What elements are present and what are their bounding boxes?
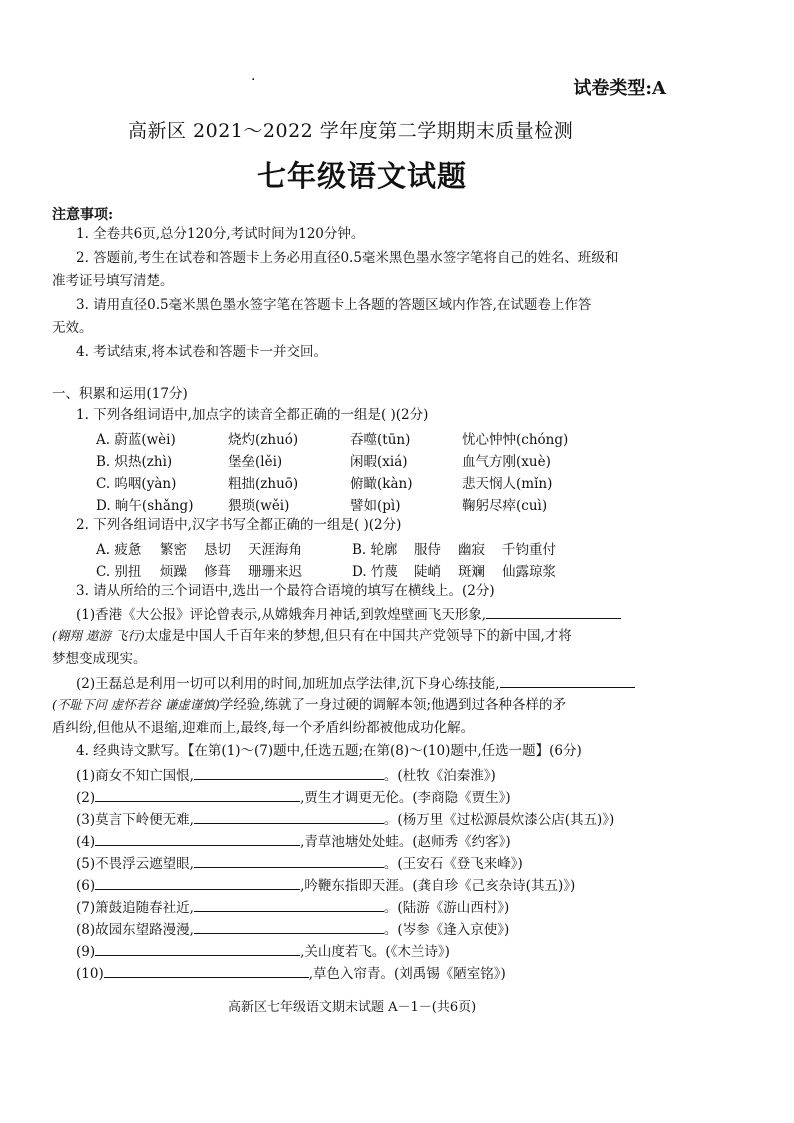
recitation-prompt: (8)故园东望路漫漫, [76, 922, 194, 938]
q1-option-d-3: 譬如(pì) [350, 498, 401, 514]
q2-word: 仙露琼浆 [502, 564, 556, 580]
recitation-source: 。(王安石《登飞来峰》) [383, 856, 523, 872]
recitation-line [76, 875, 575, 895]
recitation-source: 。(杜牧《泊秦淮》) [383, 768, 496, 784]
recitation-line [76, 897, 509, 917]
q3-part1-text: (1)香港《大公报》评论曾表示,从嫦娥奔月神话,到敦煌壁画飞天形象, [76, 607, 486, 623]
q1-option-b-3: 闲暇(xiá) [350, 454, 408, 470]
q2-word: 千钧重付 [502, 542, 556, 558]
question-2-stem: 2. 下列各组词语中,汉字书写全都正确的一组是( )(2分) [76, 517, 402, 533]
answer-blank[interactable] [194, 765, 384, 780]
exam-subtitle: 高新区 2021～2022 学年度第二学期期末质量检测 [128, 120, 574, 142]
q1-option-a-2: 烧灼(zhuó) [228, 432, 299, 448]
answer-blank[interactable] [194, 853, 384, 868]
q3-part2-line1 [76, 673, 635, 693]
q2-word: 恳切 [204, 542, 231, 558]
q1-option-a-3: 吞噬(tūn) [350, 432, 411, 448]
recitation-source: ,关山度若飞。(《木兰诗》) [300, 944, 450, 960]
recitation-prompt: (5)不畏浮云遮望眼, [76, 856, 194, 872]
q3-part1-choices: (翱翔 遨游 飞行) [52, 628, 145, 643]
q2-word: 修葺 [204, 564, 231, 580]
notice-item: 4. 考试结束,将本试卷和答题卡一并交回。 [76, 344, 327, 360]
recitation-prompt: (1)商女不知亡国恨, [76, 768, 194, 784]
q2-word: 服侍 [414, 542, 441, 558]
recitation-source: ,吟鞭东指即天涯。(龚自珍《己亥杂诗(其五)》) [300, 878, 576, 894]
q1-option-b-1: B. 炽热(zhì) [96, 454, 173, 470]
recitation-source: 。(杨万里《过松源晨炊漆公店(其五)》) [383, 812, 615, 828]
q2-word: 幽寂 [458, 542, 485, 558]
stray-dot: · [251, 72, 256, 88]
recitation-prompt: (9) [76, 944, 96, 960]
recitation-prompt: (7)箫鼓追随春社近, [76, 900, 194, 916]
q1-option-b-4: 血气方刚(xuè) [462, 454, 551, 470]
recitation-source: ,贾生才调更无伦。(李商隐《贾生》) [300, 790, 511, 806]
q3-part1-line2 [52, 627, 572, 645]
q3-part2-line3: 盾纠纷,但他从不退缩,迎难而上,最终,每一个矛盾纠纷都被他成功化解。 [52, 720, 475, 736]
recitation-line [76, 963, 506, 983]
answer-blank[interactable] [194, 809, 384, 824]
answer-blank[interactable] [194, 897, 384, 912]
paper-type-label: 试卷类型:A [573, 78, 666, 99]
answer-blank[interactable] [95, 787, 300, 802]
q2-word: 烦躁 [160, 564, 187, 580]
q1-option-c-4: 悲天悯人(mǐn) [462, 476, 553, 492]
q1-option-d-4: 鞠躬尽瘁(cuì) [462, 498, 548, 514]
q3-part1-line1 [76, 604, 621, 624]
answer-blank[interactable] [95, 831, 300, 846]
recitation-line [76, 853, 523, 873]
notice-item: 3. 请用直径0.5毫米黑色墨水签字笔在答题卡上各题的答题区域内作答,在试题卷上作答 [76, 297, 592, 313]
answer-blank[interactable] [486, 604, 621, 619]
recitation-line [76, 787, 511, 807]
section-heading: 一、积累和运用(17分) [52, 386, 188, 402]
notice-item: 无效。 [52, 320, 93, 336]
recitation-prompt: (2) [76, 790, 96, 806]
exam-title: 七年级语文试题 [257, 159, 468, 193]
answer-blank[interactable] [194, 919, 384, 934]
question-1-stem: 1. 下列各组词语中,加点字的读音全都正确的一组是( )(2分) [76, 407, 429, 423]
q1-option-d-2: 猥琐(wěi) [228, 498, 290, 514]
q2-word: 天涯海角 [248, 542, 302, 558]
notice-item: 1. 全卷共6页,总分120分,考试时间为120分钟。 [76, 226, 365, 242]
q2-word: 繁密 [160, 542, 187, 558]
q1-option-a-1: A. 蔚蓝(wèi) [96, 432, 176, 448]
q3-part2-choices: (不耻下问 虚怀若谷 谦虚谨慎) [52, 697, 220, 712]
q1-option-c-3: 俯瞰(kàn) [350, 476, 413, 492]
recitation-line [76, 919, 509, 939]
recitation-prompt: (6) [76, 878, 96, 894]
recitation-prompt: (4) [76, 834, 96, 850]
q2-word: 珊珊来迟 [248, 564, 302, 580]
notice-heading: 注意事项: [52, 207, 114, 223]
q3-part2-text: (2)王磊总是利用一切可以利用的时间,加班加点学法律,沉下身心练技能, [76, 676, 500, 692]
recitation-prompt: (3)莫言下岭便无难, [76, 812, 194, 828]
recitation-prompt: (10) [76, 966, 104, 982]
q2-word: 陡峭 [414, 564, 441, 580]
recitation-source: 。(岑参《逢入京使》) [383, 922, 510, 938]
recitation-line [76, 941, 450, 961]
question-3-stem: 3. 请从所给的三个词语中,选出一个最符合语境的填写在横线上。(2分) [76, 583, 495, 599]
q2-word: A. 疲惫 [96, 542, 142, 558]
recitation-source: ,青草池塘处处蛙。(赵师秀《约客》) [300, 834, 511, 850]
q1-option-d-1: D. 晌午(shǎng) [96, 498, 194, 514]
q1-option-c-1: C. 呜咽(yàn) [96, 476, 177, 492]
recitation-line [76, 831, 511, 851]
q2-word: D. 竹蔑 [352, 564, 398, 580]
q1-option-c-2: 粗拙(zhuō) [228, 476, 299, 492]
q3-part2-line2 [52, 696, 566, 714]
recitation-line [76, 809, 614, 829]
q2-word: 斑斓 [458, 564, 485, 580]
notice-item: 2. 答题前,考生在试卷和答题卡上务必用直径0.5毫米黑色墨水签字笔将自己的姓名、班级和 [76, 250, 619, 266]
recitation-source: ,草色入帘青。(刘禹锡《陋室铭》) [308, 966, 506, 982]
q3-part1-line3: 梦想变成现实。 [52, 651, 147, 667]
q3-part1-text: 太虚是中国人千百年来的梦想,但只有在中国共产党领导下的新中国,才将 [144, 628, 572, 644]
page-footer: 高新区七年级语文期末试题 A－1－(共6页) [228, 1000, 477, 1015]
question-4-stem: 4. 经典诗文默写。【在第(1)～(7)题中,任选五题;在第(8)～(10)题中,任选一题】(6分) [76, 743, 582, 759]
q2-word: B. 轮廓 [352, 542, 398, 558]
q1-option-b-2: 堡垒(lěi) [228, 454, 283, 470]
notice-item: 准考证号填写清楚。 [52, 273, 174, 289]
answer-blank[interactable] [95, 941, 300, 956]
q1-option-a-4: 忧心忡忡(chóng) [462, 432, 569, 448]
answer-blank[interactable] [500, 673, 635, 688]
recitation-source: 。(陆游《游山西村》) [383, 900, 510, 916]
q3-part2-text: 学经验,练就了一身过硬的调解本领;他遇到过各种各样的矛 [219, 697, 567, 713]
q2-word: C. 别扭 [96, 564, 142, 580]
answer-blank[interactable] [104, 963, 309, 978]
answer-blank[interactable] [95, 875, 300, 890]
recitation-line [76, 765, 496, 785]
